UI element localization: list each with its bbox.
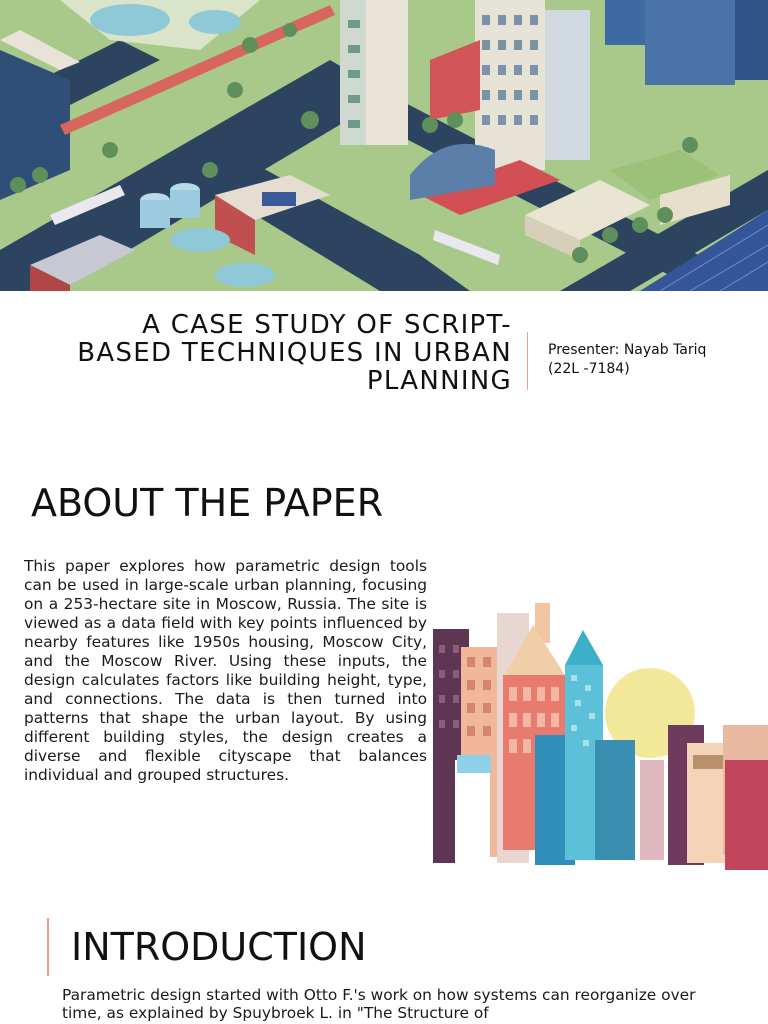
intro-accent-bar bbox=[47, 918, 49, 976]
about-heading: ABOUT THE PAPER bbox=[31, 481, 384, 525]
hero-city-illustration bbox=[0, 0, 768, 291]
isometric-city-graphic bbox=[0, 0, 768, 291]
intro-paragraph: Parametric design started with Otto F.'s work on how systems can reorganize over time, as explained by Spuybroek L. in "The Structure of bbox=[62, 986, 696, 1022]
presenter-id: (22L -7184) bbox=[548, 361, 630, 377]
presenter-info bbox=[548, 341, 706, 379]
intro-heading: INTRODUCTION bbox=[71, 925, 367, 969]
city-skyline-graphic bbox=[425, 595, 768, 870]
presentation-title: A CASE STUDY OF SCRIPT-BASED TECHNIQUES IN URBAN PLANNING bbox=[77, 310, 512, 396]
skyline-illustration bbox=[425, 595, 768, 870]
about-paragraph: This paper explores how parametric design tools can be used in large-scale urban planning, focusing on a 253-hectare site in Moscow, Russia. The site is viewed as a data field with key points influenced by nearby features like 1950s housing, Moscow City, and the Moscow River. Using these inputs, the design calculates factors like building height, type, and connections. The data is then turned into patterns that shape the urban layout. By using different building styles, the design creates a diverse and flexible cityscape that balances individual and grouped structures. bbox=[24, 557, 427, 784]
title-divider bbox=[527, 332, 528, 390]
presenter-name: Presenter: Nayab Tariq bbox=[548, 342, 707, 358]
